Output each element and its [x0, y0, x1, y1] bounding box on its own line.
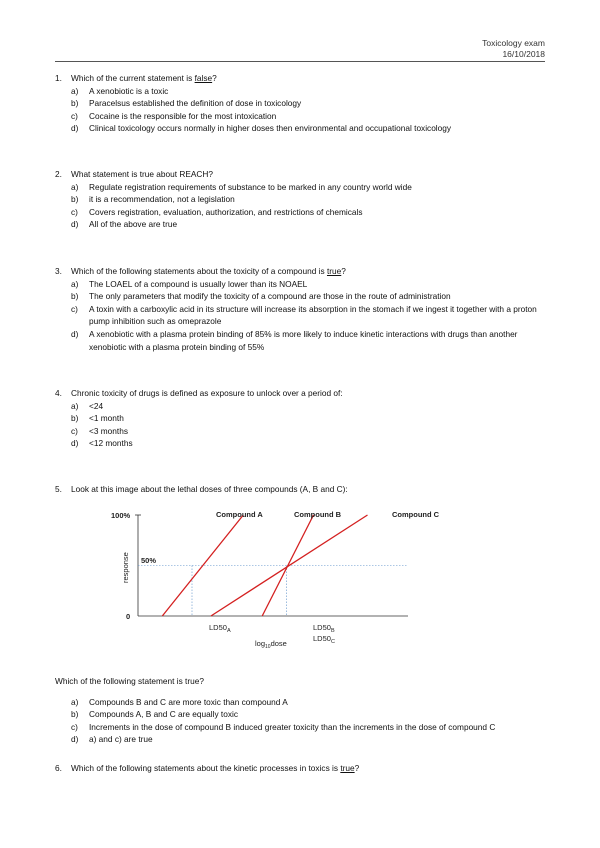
question-number: 1.	[55, 73, 62, 83]
option-d: d) <12 months	[71, 438, 133, 449]
series-line-compound-b	[262, 515, 313, 616]
option-b: b) <1 month	[71, 413, 124, 424]
option-b: b) Compounds A, B and C are equally toxic	[71, 709, 238, 720]
x-axis-label: $\log_{10}dose$	[255, 639, 287, 650]
page-header	[482, 38, 545, 60]
question-text: Chronic toxicity of drugs is defined as exposure to unlock over a period of:	[71, 388, 343, 398]
options-list	[71, 181, 550, 231]
option-b: b) The only parameters that modify the toxicity of a compound are those in the route of administration	[71, 291, 451, 302]
question-number: 6.	[55, 763, 62, 773]
ld50-b-label: $LD50_B$	[313, 623, 335, 634]
legend-compound-b: Compound B	[294, 510, 342, 519]
question-6	[55, 762, 550, 775]
option-a: a) <24	[71, 400, 104, 411]
option-d: d) a) and c) are true	[71, 734, 153, 745]
followup-text: Which of the following statement is true?	[55, 676, 204, 686]
option-c: c) Increments in the dose of compound B induced greater toxicity than the increments in the dose of compound C	[71, 721, 496, 732]
question-3	[55, 265, 550, 353]
question-text: Which of the following statements about the kinetic processes in toxics is true?	[71, 763, 360, 773]
option-a: a) A xenobiotic is a toxic	[71, 85, 169, 96]
options-list	[71, 278, 550, 354]
question-5	[55, 483, 550, 496]
question-text: Look at this image about the lethal doses of three compounds (A, B and C):	[71, 484, 348, 494]
exam-date: 16/10/2018	[502, 49, 545, 59]
header-divider	[55, 61, 545, 62]
options-list	[71, 85, 550, 135]
question-text: Which of the current statement is false?	[71, 73, 217, 83]
lethal-dose-chart	[108, 503, 448, 653]
option-a: a) The LOAEL of a compound is usually lower than its NOAEL	[71, 278, 308, 289]
ytick-100: 100%	[111, 511, 131, 520]
question-4	[55, 387, 550, 450]
question-5-followup	[55, 675, 550, 746]
chart-svg	[108, 503, 448, 653]
options-list	[71, 400, 550, 450]
ytick-50: 50%	[141, 556, 157, 565]
option-c: c) Cocaine is the responsible for the most intoxication	[71, 110, 277, 121]
option-c: c) A toxin with a carboxylic acid in its structure will increase its absorption in the stomach if we ingest it together with a proton pump inhibition such as omeprazole	[71, 303, 537, 327]
question-number: 2.	[55, 169, 62, 179]
question-number: 5.	[55, 484, 62, 494]
option-d: d) A xenobiotic with a plasma protein binding of 85% is more likely to induce kinetic interactions with drugs than another xenobiotic with a plasma protein binding of 55%	[71, 328, 518, 352]
option-b: b) Paracelsus established the definition of dose in toxicology	[71, 98, 302, 109]
exam-title: Toxicology exam	[482, 38, 545, 48]
question-2	[55, 168, 550, 231]
option-d: d) All of the above are true	[71, 219, 178, 230]
question-1	[55, 72, 550, 135]
option-d: d) Clinical toxicology occurs normally in higher doses then environmental and occupational toxicology	[71, 123, 452, 134]
ytick-0: 0	[126, 612, 131, 621]
question-text: Which of the following statements about the toxicity of a compound is true?	[71, 266, 346, 276]
ld50-a-label: $LD50_A$	[209, 623, 231, 634]
option-b: b) it is a recommendation, not a legislation	[71, 194, 235, 205]
legend-compound-a: Compound A	[216, 510, 263, 519]
options-list	[71, 696, 550, 746]
option-a: a) Compounds B and C are more toxic than compound A	[71, 696, 288, 707]
question-number: 4.	[55, 388, 62, 398]
legend-compound-c: Compound C	[392, 510, 440, 519]
option-c: c) <3 months	[71, 425, 128, 436]
question-number: 3.	[55, 266, 62, 276]
question-text: What statement is true about REACH?	[71, 169, 214, 179]
y-axis-label: response	[121, 552, 130, 583]
option-a: a) Regulate registration requirements of substance to be marked in any country world wide	[71, 181, 412, 192]
ld50-c-label: $LD50_C$	[313, 634, 335, 645]
option-c: c) Covers registration, evaluation, authorization, and restrictions of chemicals	[71, 206, 363, 217]
